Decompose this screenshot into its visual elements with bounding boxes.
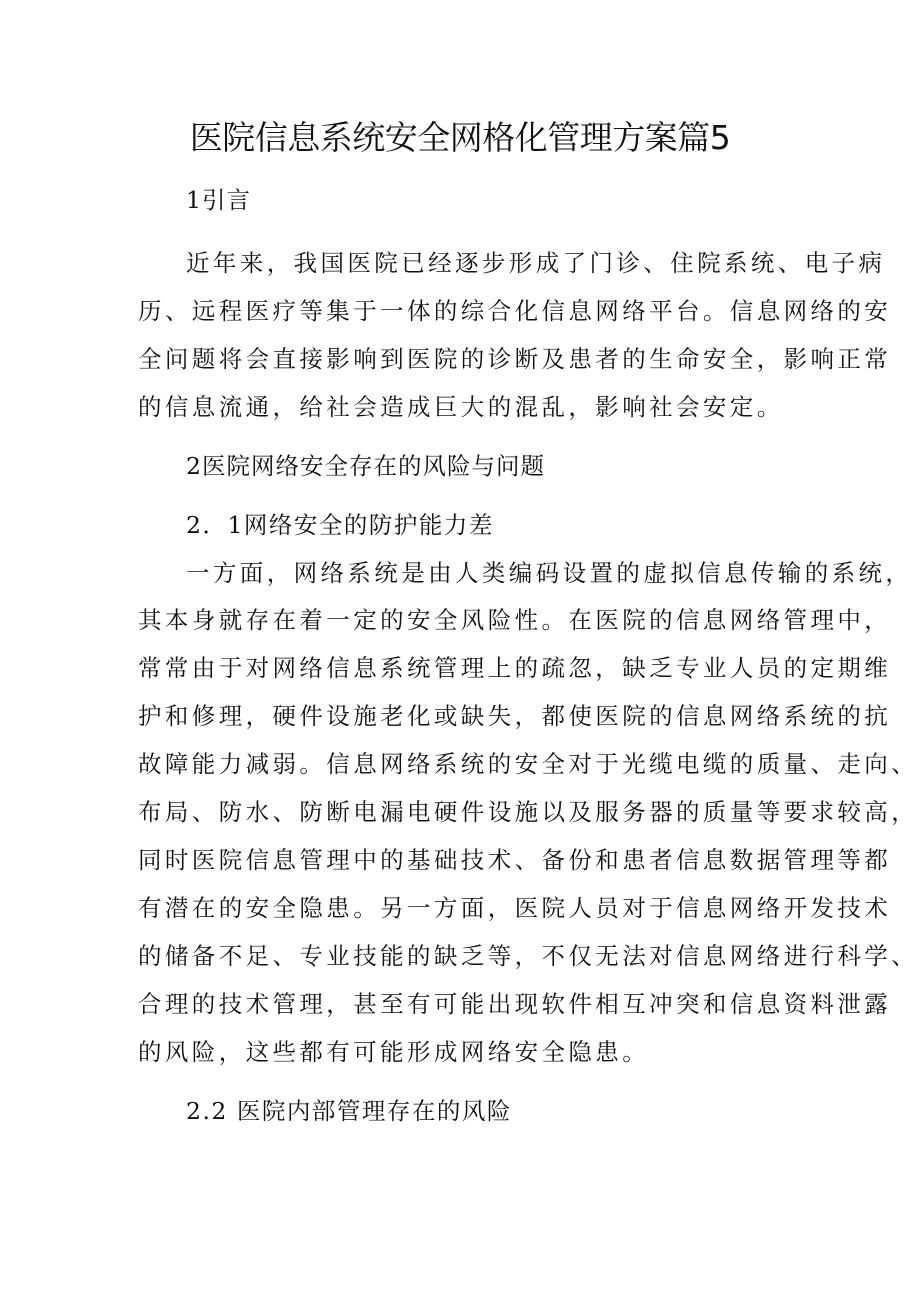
- paragraph-2-line: 护和修理，硬件设施老化或缺失，都使医院的信息网络系统的抗: [138, 702, 892, 730]
- paragraph-2-line: 一方面，网络系统是由人类编码设置的虚拟信息传输的系统，: [186, 559, 913, 587]
- section-2-2-heading: 2.2 医院内部管理存在的风险: [186, 1097, 512, 1125]
- document-title: 医院信息系统安全网格化管理方案篇5: [189, 118, 731, 157]
- section-2-heading: 2医院网络安全存在的风险与问题: [186, 452, 545, 480]
- paragraph-2-line: 同时医院信息管理中的基础技术、备份和患者信息数据管理等都: [138, 846, 892, 874]
- paragraph-2-line: 其本身就存在着一定的安全风险性。在医院的信息网络管理中，: [138, 606, 892, 634]
- paragraph-1-line: 历、远程医疗等集于一体的综合化信息网络平台。信息网络的安: [138, 297, 892, 325]
- paragraph-1-line: 的信息流通，给社会造成巨大的混乱，影响社会安定。: [138, 393, 784, 421]
- paragraph-2-line: 的风险，这些都有可能形成网络安全隐患。: [138, 1038, 650, 1066]
- section-1-heading: 1引言: [186, 186, 251, 214]
- paragraph-2-line: 的储备不足、专业技能的缺乏等，不仅无法对信息网络进行科学、: [138, 942, 919, 970]
- paragraph-2-line: 常常由于对网络信息系统管理上的疏忽，缺乏专业人员的定期维: [138, 654, 892, 682]
- paragraph-2-line: 故障能力减弱。信息网络系统的安全对于光缆电缆的质量、走向、: [138, 750, 919, 778]
- paragraph-2-line: 有潜在的安全隐患。另一方面，医院人员对于信息网络开发技术: [138, 894, 892, 922]
- section-2-1-heading: 2．1网络安全的防护能力差: [186, 511, 494, 539]
- paragraph-1-line: 全问题将会直接影响到医院的诊断及患者的生命安全，影响正常: [138, 345, 892, 373]
- paragraph-2-line: 合理的技术管理，甚至有可能出现软件相互冲突和信息资料泄露: [138, 990, 892, 1018]
- paragraph-1-line: 近年来，我国医院已经逐步形成了门诊、住院系统、电子病: [186, 249, 886, 277]
- paragraph-2-line: 布局、防水、防断电漏电硬件设施以及服务器的质量等要求较高，: [138, 798, 919, 826]
